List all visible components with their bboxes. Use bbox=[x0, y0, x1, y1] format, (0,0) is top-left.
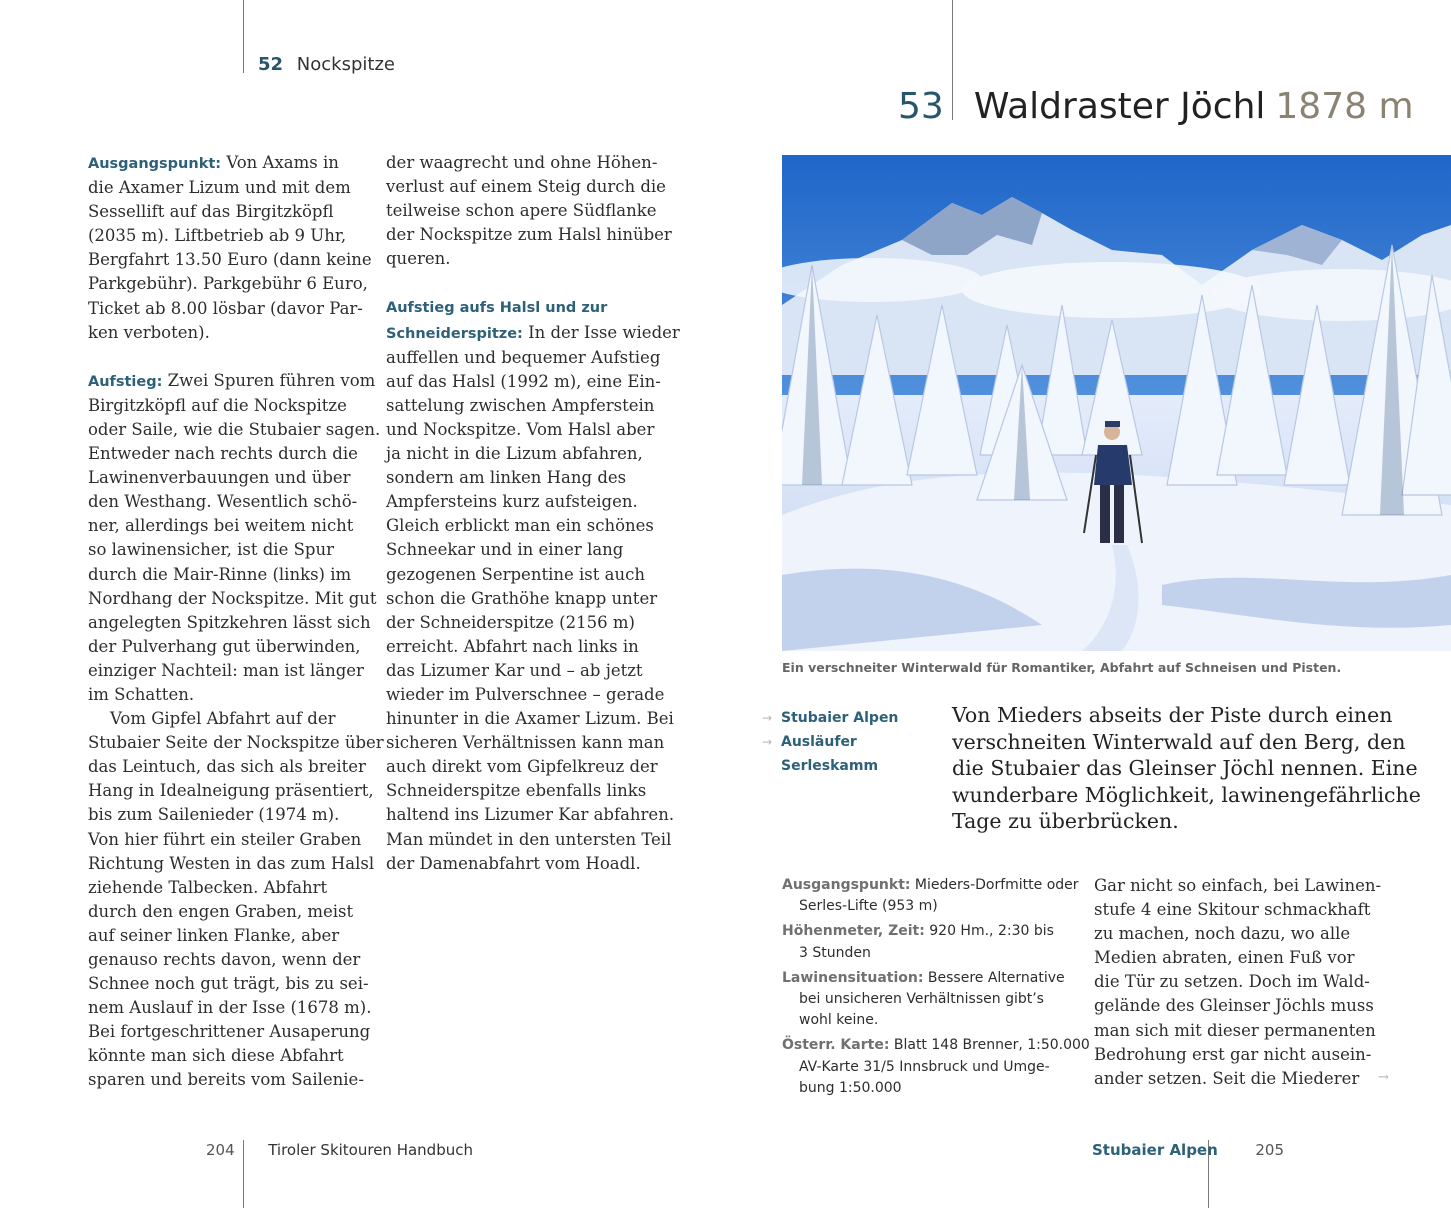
fact-value: Mieders-Dorfmitte oder bbox=[910, 877, 1079, 893]
book-title: Tiroler Skitouren Handbuch bbox=[268, 1141, 473, 1159]
fact-label: Höhenmeter, Zeit: bbox=[782, 923, 925, 940]
text-line: Hang in Idealneigung präsentiert, bbox=[88, 781, 374, 801]
text-line: wieder im Pulverschnee – gerade bbox=[386, 684, 665, 704]
lead-in-label: Ausgangspunkt: bbox=[88, 156, 222, 172]
text-line: schon die Grathöhe knapp unter bbox=[386, 588, 658, 608]
text-run: Von Axams in bbox=[221, 153, 339, 172]
region-list bbox=[762, 706, 898, 779]
text-line: der Schneiderspitze (2156 m) bbox=[386, 612, 635, 632]
text-line: auf das Halsl (1992 m), eine Ein- bbox=[386, 371, 661, 391]
text-run: Zwei Spuren führen vom bbox=[162, 370, 376, 390]
arrow-icon bbox=[762, 754, 781, 778]
fact-entry bbox=[782, 1035, 1090, 1099]
region-label: Serleskamm bbox=[781, 758, 879, 775]
tour-name: Waldraster Jöchl bbox=[973, 86, 1266, 127]
text-line: ner, allerdings bei weitem nicht bbox=[88, 516, 354, 536]
text-line: so lawinensicher, ist die Spur bbox=[88, 540, 334, 560]
fact-line bbox=[782, 875, 1090, 896]
running-head-number: 52 bbox=[258, 54, 284, 75]
text-line: erreicht. Abfahrt nach links in bbox=[386, 636, 639, 656]
text-line: gezogenen Serpentine ist auch bbox=[386, 564, 645, 584]
fact-value: Blatt 148 Brenner, 1:50.000 bbox=[889, 1037, 1090, 1054]
fact-label: Ausgangspunkt: bbox=[782, 877, 911, 893]
paragraph bbox=[386, 151, 680, 271]
text-line: ken verboten). bbox=[88, 322, 210, 342]
paragraph bbox=[386, 271, 680, 875]
text-line: den Westhang. Wesentlich schö- bbox=[88, 492, 358, 512]
left-text-column-2 bbox=[386, 151, 680, 876]
right-page-number: 205 bbox=[1255, 1141, 1284, 1159]
fact-entry bbox=[782, 875, 1090, 917]
text-line: der Damenabfahrt vom Hoadl. bbox=[386, 853, 641, 873]
fact-line bbox=[782, 921, 1090, 942]
text-line: die Tür zu setzen. Doch im Wald- bbox=[1094, 972, 1370, 992]
fact-line: Serles-Lifte (953 m) bbox=[799, 898, 938, 915]
intro-line: Von Mieders abseits der Piste durch einen bbox=[952, 703, 1393, 727]
fact-entry bbox=[782, 968, 1090, 1032]
right-folio bbox=[1092, 1141, 1284, 1159]
paragraph-gap bbox=[88, 345, 384, 369]
region-item bbox=[762, 706, 898, 730]
text-line: durch die Mair-Rinne (links) im bbox=[88, 564, 352, 584]
text-line bbox=[386, 295, 680, 320]
lead-in-label: Schneiderspitze: bbox=[386, 325, 523, 342]
intro-line: wunderbare Möglichkeit, lawinengefährliche bbox=[952, 782, 1421, 807]
text-line: oder Saile, wie die Stubaier sagen. bbox=[88, 419, 381, 439]
text-line: sondern am linken Hang des bbox=[386, 468, 627, 488]
text-line: Gar nicht so einfach, bei Lawinen- bbox=[1094, 876, 1382, 895]
paragraph bbox=[88, 707, 384, 1093]
text-line: verlust auf einem Steig durch die bbox=[386, 177, 666, 197]
tour-number: 53 bbox=[898, 86, 944, 127]
text-line: sparen und bereits vom Sailenie- bbox=[88, 1070, 364, 1090]
text-line: queren. bbox=[386, 249, 451, 269]
text-line: ziehende Talbecken. Abfahrt bbox=[88, 877, 328, 897]
fact-label: Lawinensituation: bbox=[782, 969, 924, 986]
text-line: Bergfahrt 13.50 Euro (dann keine bbox=[88, 250, 372, 270]
text-line: auffellen und bequemer Aufstieg bbox=[386, 347, 661, 367]
left-header-rule bbox=[243, 0, 244, 73]
text-line: zu machen, noch dazu, wo alle bbox=[1094, 924, 1351, 944]
text-line: durch den engen Graben, meist bbox=[88, 901, 354, 921]
intro-line: verschneiten Winterwald auf den Berg, den bbox=[952, 729, 1406, 754]
text-line: auf seiner linken Flanke, aber bbox=[88, 925, 340, 945]
text-line: sattelung zwischen Ampferstein bbox=[386, 395, 655, 415]
text-line: Birgitzköpfl auf die Nockspitze bbox=[88, 395, 347, 415]
text-line bbox=[88, 369, 384, 394]
text-line: im Schatten. bbox=[88, 684, 195, 704]
text-line: und Nockspitze. Vom Halsl aber bbox=[386, 419, 655, 439]
lead-in-label: Aufstieg aufs Halsl und zur bbox=[386, 300, 608, 317]
text-line: Medien abraten, einen Fuß vor bbox=[1094, 948, 1355, 968]
text-line: Richtung Westen in das zum Halsl bbox=[88, 853, 375, 873]
text-line: Ampfersteins kurz aufsteigen. bbox=[386, 492, 638, 512]
region-label: Stubaier Alpen bbox=[781, 710, 899, 726]
text-line: haltend ins Lizumer Kar abfahren. bbox=[386, 805, 675, 825]
fact-value: Bessere Alternative bbox=[923, 969, 1065, 986]
text-line bbox=[386, 321, 680, 346]
intro-line: die Stubaier das Gleinser Jöchl nennen. Eine bbox=[952, 756, 1418, 780]
continue-arrow-icon: → bbox=[1378, 1070, 1389, 1085]
fact-line bbox=[782, 968, 1090, 989]
text-line: man sich mit dieser permanenten bbox=[1094, 1020, 1376, 1040]
text-line: das Lizumer Kar und – ab jetzt bbox=[386, 660, 643, 680]
fact-label: Österr. Karte: bbox=[782, 1037, 890, 1054]
region-item bbox=[762, 754, 898, 778]
text-line: Ticket ab 8.00 lösbar (davor Par- bbox=[88, 298, 363, 318]
fact-entry bbox=[782, 921, 1090, 963]
region-label: Ausläufer bbox=[781, 734, 857, 751]
text-line: Lawinenverbauungen und über bbox=[88, 468, 351, 488]
text-line: teilweise schon apere Südflanke bbox=[386, 201, 657, 221]
text-line: der Pulverhang gut überwinden, bbox=[88, 636, 361, 656]
arrow-icon: → bbox=[762, 711, 773, 725]
intro-line: Tage zu überbrücken. bbox=[952, 809, 1179, 833]
text-line: das Leintuch, das sich als breiter bbox=[88, 757, 366, 777]
tour-facts bbox=[782, 875, 1090, 1103]
text-line: sicheren Verhältnissen kann man bbox=[386, 733, 665, 753]
text-line: ander setzen. Seit die Miederer bbox=[1094, 1068, 1360, 1088]
text-line: Schneekar und in einer lang bbox=[386, 540, 624, 560]
arrow-icon: → bbox=[762, 735, 773, 750]
text-line: genauso rechts davon, wenn der bbox=[88, 950, 361, 969]
text-line bbox=[88, 151, 384, 176]
text-line: Bei fortgeschrittener Ausaperung bbox=[88, 1022, 371, 1042]
fact-value: 920 Hm., 2:30 bis bbox=[924, 923, 1054, 940]
text-line: Stubaier Seite der Nockspitze über bbox=[88, 733, 384, 753]
fact-line: 3 Stunden bbox=[799, 944, 871, 961]
text-line: Vom Gipfel Abfahrt auf der bbox=[110, 709, 336, 729]
text-line: Nordhang der Nockspitze. Mit gut bbox=[88, 588, 377, 608]
running-head bbox=[258, 54, 395, 75]
paragraph bbox=[88, 345, 384, 707]
photo-caption: Ein verschneiter Winterwald für Romantiker, Abfahrt auf Schneisen und Pisten. bbox=[782, 660, 1342, 675]
text-line: (2035 m). Liftbetrieb ab 9 Uhr, bbox=[88, 226, 347, 246]
lead-in-label: Aufstieg: bbox=[88, 373, 163, 390]
text-line: Man mündet in den untersten Teil bbox=[386, 829, 672, 849]
fact-line: bei unsicheren Verhältnissen gibt’s bbox=[799, 991, 1044, 1008]
fact-line: wohl keine. bbox=[799, 1012, 879, 1029]
text-line: die Axamer Lizum und mit dem bbox=[88, 178, 351, 198]
text-line: Sessellift auf das Birgitzköpfl bbox=[88, 202, 334, 222]
left-text-column-1 bbox=[88, 151, 384, 1093]
text-line: stufe 4 eine Skitour schmackhaft bbox=[1094, 900, 1371, 920]
text-line: hinunter in die Axamer Lizum. Bei bbox=[386, 709, 674, 729]
text-line: ja nicht in die Lizum abfahren, bbox=[386, 444, 643, 464]
right-text-column bbox=[1094, 874, 1381, 1091]
text-line: nem Auslauf in der Isse (1678 m). bbox=[88, 998, 372, 1018]
paragraph-gap bbox=[386, 271, 680, 295]
tour-title bbox=[898, 84, 1414, 130]
text-line: gelände des Gleinser Jöchls muss bbox=[1094, 996, 1374, 1016]
text-line: bis zum Sailenieder (1974 m). bbox=[88, 805, 340, 825]
text-line: Von hier führt ein steiler Graben bbox=[88, 829, 362, 849]
section-name: Stubaier Alpen bbox=[1092, 1141, 1218, 1159]
text-line: Schnee noch gut trägt, bis zu sei- bbox=[88, 974, 369, 994]
text-line: der Nockspitze zum Halsl hinüber bbox=[386, 225, 672, 245]
paragraph bbox=[88, 151, 384, 345]
text-line: könnte man sich diese Abfahrt bbox=[88, 1046, 344, 1066]
running-head-title: Nockspitze bbox=[296, 54, 395, 75]
text-line: der waagrecht und ohne Höhen- bbox=[386, 153, 658, 172]
region-item bbox=[762, 730, 898, 754]
left-folio bbox=[206, 1141, 473, 1159]
fact-line: AV-Karte 31/5 Innsbruck und Umge- bbox=[799, 1058, 1050, 1075]
text-line: Bedrohung erst gar nicht ausein- bbox=[1094, 1044, 1372, 1064]
text-line: einziger Nachteil: man ist länger bbox=[88, 660, 364, 680]
intro-paragraph bbox=[952, 702, 1421, 835]
winter-forest-photo bbox=[782, 155, 1451, 651]
text-line: Gleich erblickt man ein schönes bbox=[386, 516, 654, 536]
text-line: Parkgebühr). Parkgebühr 6 Euro, bbox=[88, 274, 368, 294]
text-run: In der Isse wieder bbox=[522, 322, 680, 342]
tour-altitude: 1878 m bbox=[1275, 86, 1414, 127]
text-line: auch direkt vom Gipfelkreuz der bbox=[386, 757, 658, 777]
fact-line bbox=[782, 1035, 1090, 1056]
text-line: Entweder nach rechts durch die bbox=[88, 444, 358, 464]
text-line: angelegten Spitzkehren lässt sich bbox=[88, 612, 371, 632]
left-page-number: 204 bbox=[206, 1141, 235, 1159]
fact-line: bung 1:50.000 bbox=[799, 1079, 902, 1096]
text-line: Schneiderspitze ebenfalls links bbox=[386, 781, 647, 801]
